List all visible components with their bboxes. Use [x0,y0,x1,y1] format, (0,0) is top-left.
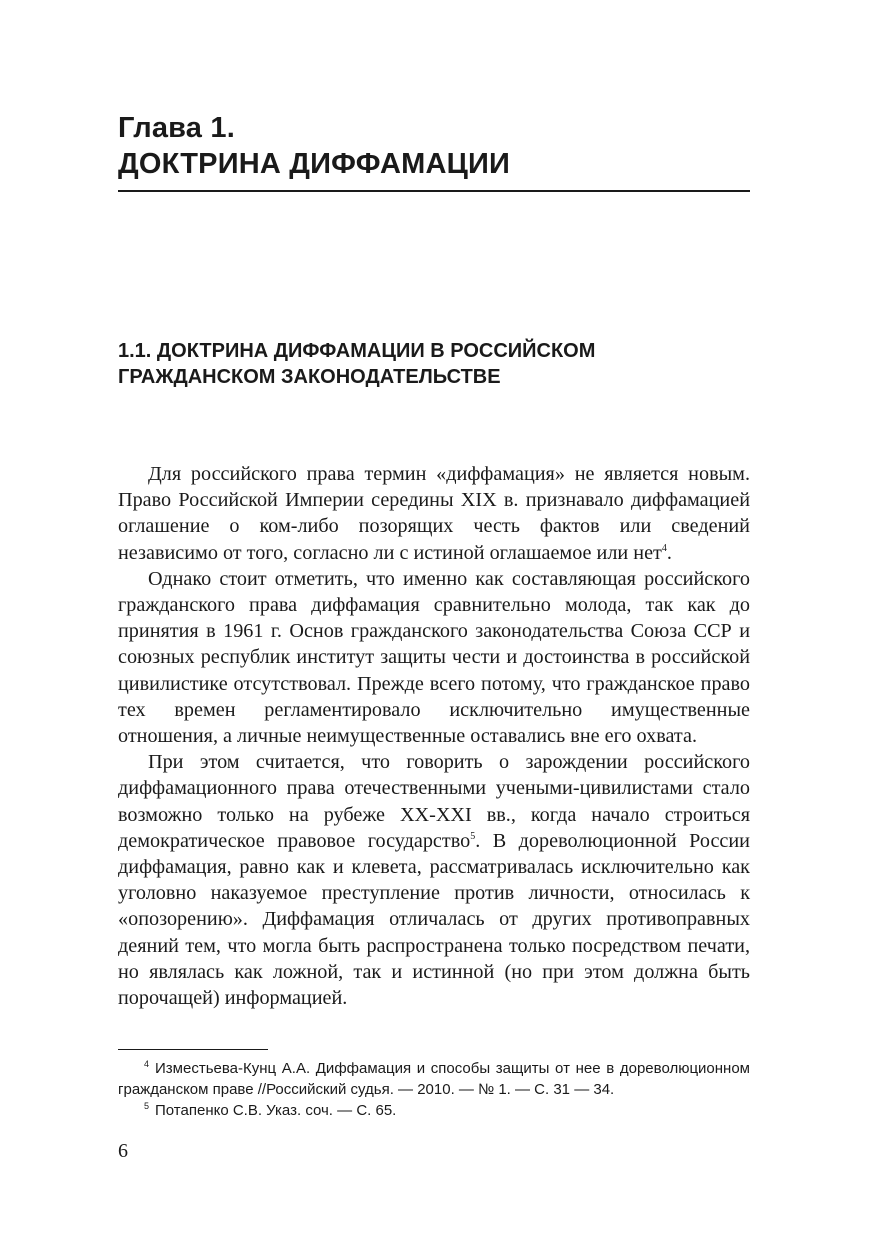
footnote-ref-5: 5 [470,830,476,842]
paragraph-2: Однако стоит отметить, что именно как составляющая российского гражданского права диффамация сравнительно молода, так как до принятия в 1961 г. Основ гражданского законодательства Союза ССР и союзных республик институт защиты чести и достоинства в российской цивилистике отсутствовал. Прежде всего потому, что гражданское право тех времен регламентировало исключительно имущественные отношения, а личные неимущественные оставались вне его охвата. [118,567,750,748]
footnote-5 [118,1100,750,1121]
page-number: 6 [118,1140,128,1162]
paragraph-1-end: . [666,541,672,564]
footnote-divider [118,1049,268,1050]
footnote-4 [118,1058,750,1100]
paragraph-3-text-b: . В дореволюционной России диффамация, равно как и клевета, рассматривалась исключительно как уголовно наказуемое преступление против личности, относилась к «опозорению». Диффамация отличалась от других противоправных деяний тем, что могла быть распространена только посредством печати, но являлась как ложной, так и истинной (но при этом должна быть порочащей) информацией. [118,829,750,1010]
chapter-title: ДОКТРИНА ДИФФАМАЦИИ [118,148,511,180]
footnote-5-number: 5 [144,1101,150,1111]
footnotes [118,1058,750,1121]
paragraph-3 [118,749,750,1011]
paragraph-1-text: Для российского права термин «диффамация» не является новым. Право Российской Империи середины XIX в. признавало диффамацией оглашение о ком-либо позорящих честь фактов или сведений независимо от того, согласно ли с истиной оглашаемое или нет [118,463,750,564]
paragraph-1 [118,461,750,566]
chapter-label: Глава 1. [118,112,235,144]
chapter-heading [118,110,750,182]
footnote-4-number: 4 [144,1059,150,1069]
section-title-line-2: ГРАЖДАНСКОМ ЗАКОНОДАТЕЛЬСТВЕ [118,366,501,388]
footnote-ref-4: 4 [661,542,667,554]
body-text [118,461,750,1011]
chapter-divider [118,190,750,192]
section-heading [118,338,750,390]
section-title-line-1: 1.1. ДОКТРИНА ДИФФАМАЦИИ В РОССИЙСКОМ [118,340,596,362]
paragraph-3-text-a: При этом считается, что говорить о зарождении российского диффамационного права отечественными учеными-цивилистами стало возможно только на рубеже XX-XXI вв., когда начало строиться демократическое правовое государство [118,751,750,852]
footnote-5-text: Потапенко С.В. Указ. соч. — С. 65. [155,1102,397,1119]
footnote-4-text: Изместьева-Кунц А.А. Диффамация и способы защиты от нее в дореволюционном гражданском праве //Российский судья. — 2010. — № 1. — С. 31 — 34. [118,1060,750,1098]
